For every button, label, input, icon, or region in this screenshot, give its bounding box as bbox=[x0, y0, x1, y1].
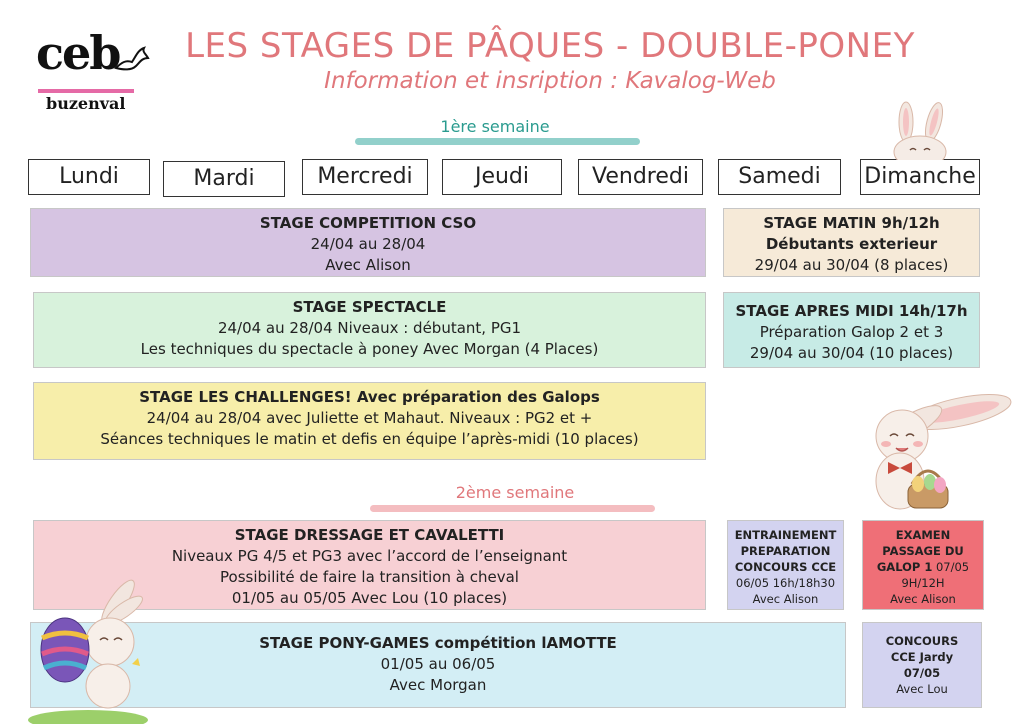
block-line-3: CONCOURS CCE bbox=[734, 560, 837, 574]
examen-galop-1 bbox=[862, 520, 984, 610]
block-line-1: EXAMEN bbox=[895, 528, 951, 542]
block-title: STAGE COMPETITION CSO bbox=[259, 214, 477, 232]
block-line-1: ENTRAINEMENT bbox=[734, 528, 837, 542]
block-line-1: Débutants exterieur bbox=[765, 235, 938, 253]
block-title: STAGE LES CHALLENGES! Avec préparation des Galops bbox=[139, 388, 600, 406]
block-line-2: CCE Jardy bbox=[890, 650, 954, 664]
block-line-2: Possibilité de faire la transition à cheval bbox=[220, 568, 519, 586]
block-line-2: PASSAGE DU bbox=[882, 544, 964, 558]
day-dimanche: Dimanche bbox=[860, 159, 980, 195]
peeking-bunny-illustration bbox=[876, 100, 966, 164]
block-line-2: 29/04 au 30/04 (8 places) bbox=[754, 256, 949, 274]
block-line-4: 06/05 16h/18h30 bbox=[735, 576, 836, 590]
block-line-5: Avec Alison bbox=[890, 592, 956, 606]
stage-spectacle bbox=[33, 292, 706, 368]
stage-challenges bbox=[33, 382, 706, 460]
week-2-label: 2ème semaine bbox=[455, 483, 575, 502]
day-jeudi: Jeudi bbox=[442, 159, 562, 195]
page-subtitle: Information et insription : Kavalog-Web bbox=[324, 68, 776, 94]
week-2-underline bbox=[370, 505, 655, 512]
block-title: STAGE APRES MIDI 14h/17h bbox=[735, 302, 968, 320]
block-line-2: Avec Morgan bbox=[389, 676, 487, 694]
block-line-1: Niveaux PG 4/5 et PG3 avec l’accord de l’enseignant bbox=[171, 547, 568, 565]
page-title: LES STAGES DE PÂQUES - DOUBLE-PONEY bbox=[185, 26, 915, 66]
block-line-5: Avec Alison bbox=[752, 592, 819, 606]
bunny-with-egg-illustration bbox=[28, 574, 158, 728]
logo-subtitle: buzenval bbox=[46, 94, 126, 113]
block-line-4: Avec Lou bbox=[896, 682, 948, 696]
block-instructor: Avec Alison bbox=[325, 256, 411, 274]
block-line-1: Préparation Galop 2 et 3 bbox=[759, 323, 944, 341]
entrainement-concours-cce bbox=[727, 520, 844, 610]
block-line-3-bold: GALOP 1 bbox=[876, 560, 933, 574]
logo: ceb bbox=[36, 26, 120, 80]
block-line-1: 24/04 au 28/04 Niveaux : débutant, PG1 bbox=[217, 319, 522, 337]
logo-underline bbox=[38, 89, 134, 93]
week-1-underline bbox=[355, 138, 640, 145]
block-line-4: 9H/12H bbox=[901, 576, 945, 590]
week-1-label: 1ère semaine bbox=[440, 117, 550, 136]
block-line-1: CONCOURS bbox=[885, 634, 959, 648]
block-line-2: 29/04 au 30/04 (10 places) bbox=[749, 344, 954, 362]
day-mardi: Mardi bbox=[163, 161, 285, 197]
logo-horse-icon bbox=[112, 40, 152, 84]
block-dates: 24/04 au 28/04 bbox=[310, 235, 426, 253]
day-lundi: Lundi bbox=[28, 159, 150, 195]
block-title: STAGE DRESSAGE ET CAVALETTI bbox=[234, 526, 505, 544]
day-samedi: Samedi bbox=[718, 159, 841, 195]
block-line-2: Séances techniques le matin et defis en équipe l’après-midi (10 places) bbox=[100, 430, 639, 448]
concours-cce-jardy bbox=[862, 622, 982, 708]
block-line-3: 01/05 au 05/05 Avec Lou (10 places) bbox=[231, 589, 508, 607]
day-vendredi: Vendredi bbox=[578, 159, 703, 195]
bunny-with-basket-illustration bbox=[850, 386, 1020, 520]
block-line-3-date: 07/05 bbox=[932, 560, 970, 574]
day-mercredi: Mercredi bbox=[302, 159, 428, 195]
block-title: STAGE PONY-GAMES compétition lAMOTTE bbox=[259, 634, 617, 652]
block-line-3: 07/05 bbox=[903, 666, 941, 680]
block-line-1: 24/04 au 28/04 avec Juliette et Mahaut. Niveaux : PG2 et + bbox=[146, 409, 593, 427]
block-line-2: PREPARATION bbox=[740, 544, 831, 558]
stage-apres-midi bbox=[723, 292, 980, 368]
block-line-1: 01/05 au 06/05 bbox=[380, 655, 496, 673]
stage-matin bbox=[723, 208, 980, 277]
stage-competition-cso bbox=[30, 208, 706, 277]
block-line-2: Les techniques du spectacle à poney Avec Morgan (4 Places) bbox=[140, 340, 599, 358]
block-title: STAGE SPECTACLE bbox=[292, 298, 447, 316]
block-title: STAGE MATIN 9h/12h bbox=[763, 214, 940, 232]
